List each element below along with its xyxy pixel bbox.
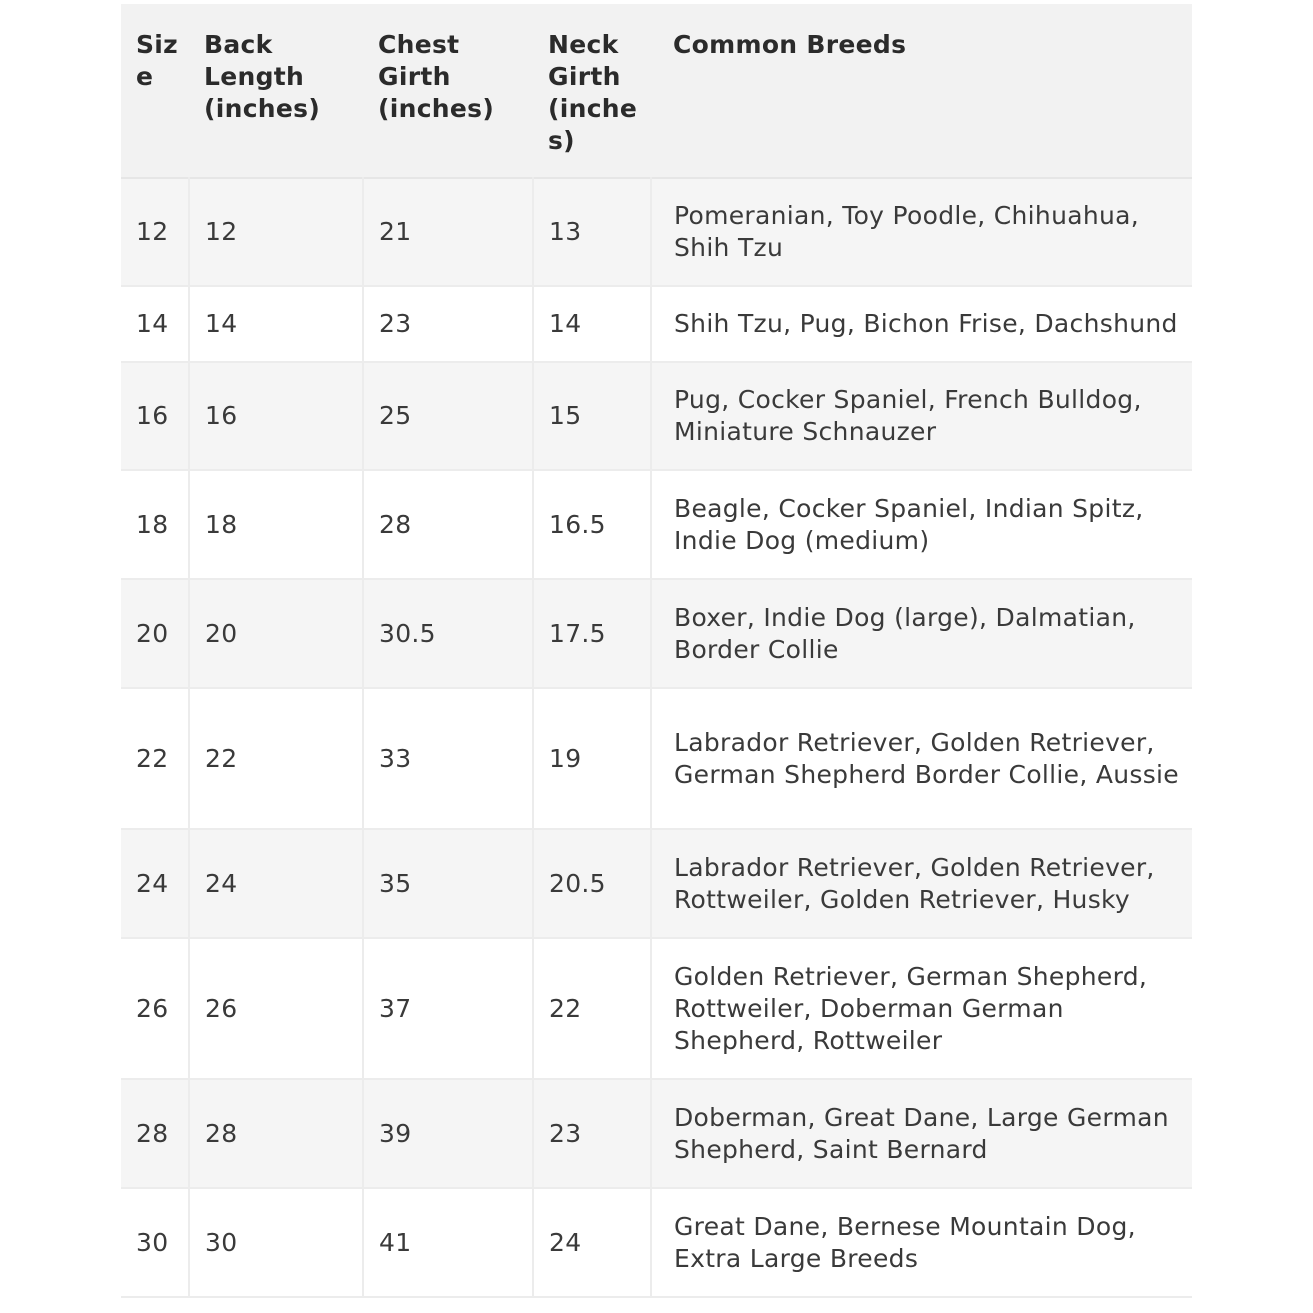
table-row — [121, 688, 1192, 829]
header-back-length: Back Length (inches) — [189, 4, 363, 178]
table-row — [121, 579, 1192, 688]
table-header — [121, 4, 1192, 178]
cell-chest-girth: 28 — [363, 470, 533, 579]
cell-neck-girth: 19 — [533, 688, 651, 829]
cell-size: 30 — [136, 1227, 169, 1257]
cell-back-length: 20 — [189, 579, 363, 688]
cell-back-length: 12 — [189, 178, 363, 286]
cell-chest-girth: 39 — [363, 1079, 533, 1188]
cell-common-breeds: Shih Tzu, Pug, Bichon Frise, Dachshund — [651, 286, 1192, 362]
cell-neck-girth: 20.5 — [533, 829, 651, 938]
cell-neck-girth: 23 — [533, 1079, 651, 1188]
cell-back-length: 30 — [189, 1188, 363, 1297]
cell-size: 20 — [136, 618, 169, 648]
cell-chest-girth: 35 — [363, 829, 533, 938]
cell-size: 12 — [136, 217, 169, 246]
cell-common-breeds: Labrador Retriever, Golden Retriever, German Shepherd Border Collie, Aussie — [651, 688, 1192, 829]
header-common-breeds: Common Breeds — [651, 4, 1192, 178]
table-row — [121, 1188, 1192, 1297]
cell-common-breeds: Pomeranian, Toy Poodle, Chihuahua, Shih Tzu — [651, 178, 1192, 286]
cell-neck-girth: 24 — [533, 1188, 651, 1297]
cell-back-length: 16 — [189, 362, 363, 470]
cell-common-breeds: Great Dane, Bernese Mountain Dog, Extra Large Breeds — [651, 1188, 1192, 1297]
header-chest-girth: Chest Girth (inches) — [363, 4, 533, 178]
table-row — [121, 829, 1192, 938]
cell-chest-girth: 23 — [363, 286, 533, 362]
cell-common-breeds: Doberman, Great Dane, Large German Shepherd, Saint Bernard — [651, 1079, 1192, 1188]
header-row — [121, 4, 1192, 178]
table-row — [121, 178, 1192, 286]
cell-chest-girth: 25 — [363, 362, 533, 470]
table-row — [121, 286, 1192, 362]
dog-size-chart-table — [121, 4, 1192, 1298]
cell-size: 24 — [136, 868, 169, 898]
cell-chest-girth: 33 — [363, 688, 533, 829]
cell-chest-girth: 21 — [363, 178, 533, 286]
cell-chest-girth: 30.5 — [363, 579, 533, 688]
cell-neck-girth: 13 — [533, 178, 651, 286]
cell-common-breeds: Pug, Cocker Spaniel, French Bulldog, Miniature Schnauzer — [651, 362, 1192, 470]
cell-chest-girth: 37 — [363, 938, 533, 1079]
cell-neck-girth: 15 — [533, 362, 651, 470]
cell-size: 28 — [136, 1118, 169, 1148]
cell-common-breeds: Boxer, Indie Dog (large), Dalmatian, Border Collie — [651, 579, 1192, 688]
cell-size: 18 — [136, 509, 169, 539]
table-body — [121, 178, 1192, 1297]
cell-back-length: 26 — [189, 938, 363, 1079]
cell-back-length: 24 — [189, 829, 363, 938]
cell-common-breeds: Labrador Retriever, Golden Retriever, Rottweiler, Golden Retriever, Husky — [651, 829, 1192, 938]
cell-neck-girth: 14 — [533, 286, 651, 362]
cell-back-length: 18 — [189, 470, 363, 579]
cell-neck-girth: 17.5 — [533, 579, 651, 688]
cell-neck-girth: 22 — [533, 938, 651, 1079]
cell-neck-girth: 16.5 — [533, 470, 651, 579]
cell-common-breeds: Beagle, Cocker Spaniel, Indian Spitz, Indie Dog (medium) — [651, 470, 1192, 579]
cell-chest-girth: 41 — [363, 1188, 533, 1297]
cell-size: 26 — [136, 993, 169, 1023]
header-neck-girth: Neck Girth (inches) — [533, 4, 651, 178]
table-row — [121, 938, 1192, 1079]
table-row — [121, 362, 1192, 470]
table-row — [121, 470, 1192, 579]
cell-back-length: 14 — [189, 286, 363, 362]
cell-common-breeds: Golden Retriever, German Shepherd, Rottweiler, Doberman German Shepherd, Rottweiler — [651, 938, 1192, 1079]
cell-size: 16 — [136, 401, 169, 430]
cell-back-length: 22 — [189, 688, 363, 829]
cell-size: 22 — [136, 743, 169, 773]
cell-back-length: 28 — [189, 1079, 363, 1188]
table-row — [121, 1079, 1192, 1188]
header-size: Size — [121, 4, 189, 178]
cell-size: 14 — [136, 309, 169, 338]
